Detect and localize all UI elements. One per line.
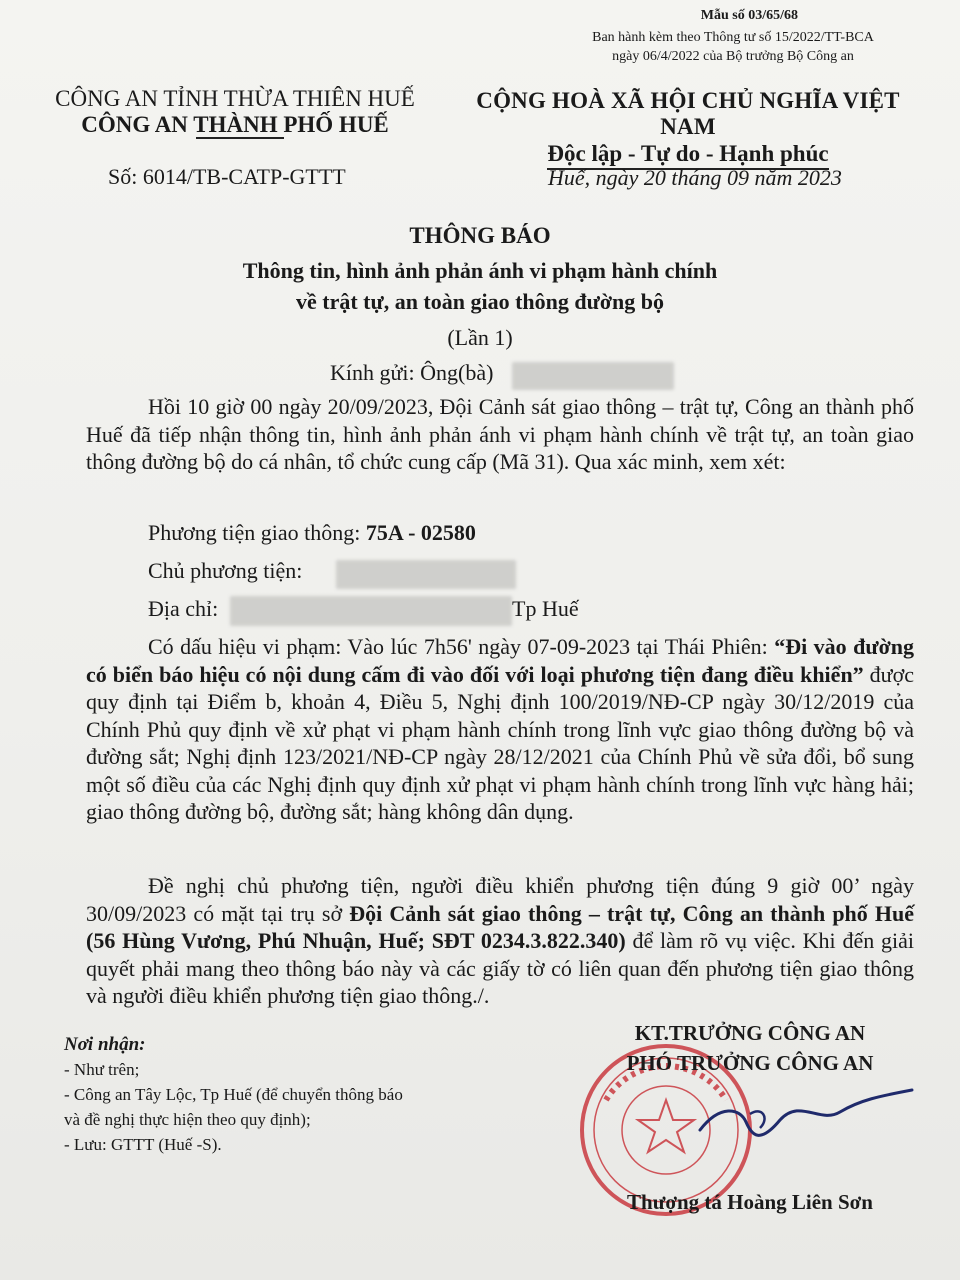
request-rest: để làm rõ vụ việc. Khi đến giải quyết phải mang theo thông báo này và các giấy tờ có liên quan đến phương tiện giao thông và người điều khiển phương tiện giao thông./.	[86, 928, 915, 1008]
request-paragraph	[86, 872, 914, 1010]
document-subtitle-2: về trật tự, an toàn giao thông đường bộ	[295, 289, 664, 314]
document-number: Số: 6014/TB-CATP-GTTT	[108, 164, 346, 189]
signature-authority: KT.TRƯỞNG CÔNG AN	[634, 1021, 866, 1045]
document-subtitle-1: Thông tin, hình ảnh phản ánh vi phạm hành chính	[242, 258, 718, 283]
address-line	[148, 596, 218, 622]
national-motto: Độc lập - Tự do - Hạnh phúc	[547, 140, 828, 170]
recipient-redacted	[512, 362, 674, 390]
violation-lead: Có dấu hiệu vi phạm: Vào lúc 7h56' ngày 07-09-2023 tại Thái Phiên:	[148, 634, 775, 659]
owner-redacted	[336, 560, 516, 589]
violation-text	[86, 633, 914, 826]
document-date: Huế, ngày 20 tháng 09 năm 2023	[548, 165, 842, 190]
signer-name: Thượng tá Hoàng Liên Sơn	[627, 1190, 873, 1214]
vehicle-line	[148, 520, 476, 546]
recipients-block	[64, 1032, 484, 1157]
intro-paragraph	[86, 393, 914, 476]
document-title: THÔNG BÁO	[409, 223, 551, 248]
address-label: Địa chỉ:	[148, 596, 219, 621]
owner-line	[148, 558, 302, 584]
vehicle-plate: 75A - 02580	[365, 520, 476, 545]
signature-position: PHÓ TRƯỞNG CÔNG AN	[626, 1051, 874, 1075]
agency-header	[40, 86, 430, 138]
request-lead: Đề nghị chủ phương tiện, người điều khiển phương tiện đúng 9 giờ 00’ ngày 30/09/2023 có mặt tại trụ sở	[86, 873, 914, 926]
recipients-item: và đề nghị thực hiện theo quy định);	[64, 1110, 311, 1129]
violation-offense: “Đi vào đường có biển báo hiệu có nội dung cấm đi vào đối với loại phương tiện đang điều khiển”	[86, 634, 915, 687]
request-text	[86, 872, 914, 1010]
nation-name: CỘNG HOÀ XÃ HỘI CHỦ NGHĨA VIỆT NAM	[476, 88, 900, 139]
owner-label: Chủ phương tiện:	[148, 558, 303, 583]
intro-text: Hồi 10 giờ 00 ngày 20/09/2023, Đội Cảnh sát giao thông – trật tự, Công an thành phố Huế đã tiếp nhận thông tin, hình ảnh phản ánh vi phạm hành chính về trật tự, an toàn giao thông đường bộ do cá nhân, tổ chức cung cấp (Mã 31). Qua xác minh, xem xét:	[86, 394, 914, 474]
form-reference	[568, 28, 898, 66]
address-redacted	[230, 596, 512, 626]
violation-paragraph	[86, 633, 914, 826]
form-number: Mẫu số 03/65/68	[700, 8, 798, 23]
agency-name: CÔNG AN TỈNH THỪA THIÊN HUẾ	[55, 86, 415, 111]
national-header	[448, 88, 928, 170]
recipients-item: - Công an Tây Lộc, Tp Huế (để chuyển thông báo	[64, 1085, 403, 1104]
unit-name: CÔNG AN THÀNH PHỐ HUẾ	[81, 112, 389, 137]
signature-block	[590, 1018, 910, 1078]
request-office: Đội Cảnh sát giao thông – trật tự, Công an thành phố Huế (56 Hùng Vương, Phú Nhuận, Huế; SĐT 0234.3.822.340)	[86, 900, 915, 953]
violation-legal-basis: được quy định tại Điểm b, khoản 4, Điều 5, Nghị định 100/2019/NĐ-CP ngày 30/12/2019 của Chính Phủ quy định về xử phạt vi phạm hành chính trong lĩnh vực giao thông đường bộ và đường sắt; Nghị định 123/2021/NĐ-CP ngày 28/12/2021 của Chính Phủ về sửa đổi, bổ sung một số điều của các Nghị định quy định xử phạt vi phạm hành chính trong lĩnh vực hàng hải; giao thông đường bộ, đường sắt; hàng không dân dụng.	[86, 661, 915, 824]
vehicle-label: Phương tiện giao thông:	[148, 520, 366, 545]
notice-count: (Lần 1)	[447, 325, 513, 350]
recipient-label: Kính gửi: Ông(bà)	[330, 360, 494, 385]
recipient-line	[330, 360, 493, 386]
signature-mark	[690, 1074, 920, 1154]
recipients-item: - Lưu: GTTT (Huế -S).	[64, 1135, 222, 1154]
form-reference-line1: Ban hành kèm theo Thông tư số 15/2022/TT-BCA	[592, 30, 874, 45]
address-suffix: Tp Huế	[512, 596, 579, 621]
form-reference-line2: ngày 06/4/2022 của Bộ trưởng Bộ Công an	[612, 49, 854, 64]
recipients-title: Nơi nhận:	[64, 1034, 146, 1055]
recipients-item: - Như trên;	[64, 1060, 140, 1079]
